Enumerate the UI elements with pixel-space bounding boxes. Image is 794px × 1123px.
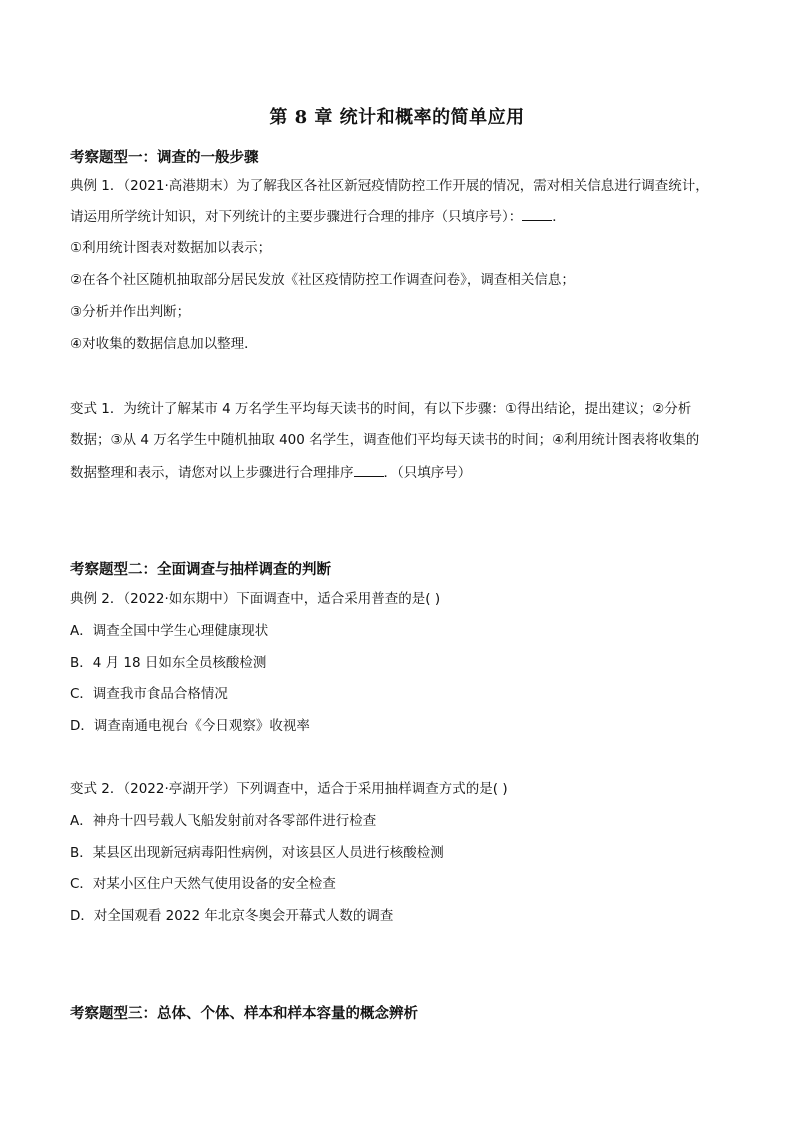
answer-blank[interactable] xyxy=(354,464,384,477)
example-2-option-a: A．调查全国中学生心理健康现状 xyxy=(70,623,269,639)
example-1-option: ④对收集的数据信息加以整理． xyxy=(70,336,258,352)
variant-2-option-c: C．对某小区住户天然气使用设备的安全检查 xyxy=(70,876,336,892)
example-2-stem: 典例 2．（2022·如东期中）下面调查中，适合采用普查的是( ) xyxy=(70,591,441,607)
page-title: 第 8 章 统计和概率的简单应用 xyxy=(269,107,525,128)
variant-2-stem: 变式 2．（2022·亭湖开学）下列调查中，适合于采用抽样调查方式的是( ) xyxy=(70,781,508,797)
variant-1-line-3 xyxy=(70,464,471,481)
example-1-line-2 xyxy=(70,208,566,225)
example-1-line-2-text: 请运用所学统计知识，对下列统计的主要步骤进行合理的排序（只填序号）： xyxy=(70,209,523,225)
variant-1-line-3-end: ．（只填序号） xyxy=(383,465,472,481)
variant-2-option-b: B．某县区出现新冠病毒阳性病例，对该县区人员进行核酸检测 xyxy=(70,845,444,861)
example-2-option-d: D．调查南通电视台《今日观察》收视率 xyxy=(70,718,310,734)
variant-1-line-2: 数据；③从 4 万名学生中随机抽取 400 名学生，调查他们平均每天读书的时间；④利用统计图表将收集的 xyxy=(70,432,700,448)
example-2-option-c: C．调查我市食品合格情况 xyxy=(70,686,228,702)
section-heading-1: 考察题型一：调查的一般步骤 xyxy=(70,150,259,166)
example-1-line-2-end: ． xyxy=(552,209,566,225)
variant-2-option-d: D．对全国观看 2022 年北京冬奥会开幕式人数的调查 xyxy=(70,908,394,924)
example-2-option-b: B．4 月 18 日如东全员核酸检测 xyxy=(70,655,267,671)
section-heading-2: 考察题型二：全面调查与抽样调查的判断 xyxy=(70,562,331,578)
example-1-option: ③分析并作出判断； xyxy=(70,304,191,320)
variant-2-option-a: A．神舟十四号载人飞船发射前对各零部件进行检查 xyxy=(70,813,377,829)
answer-blank[interactable] xyxy=(522,208,552,221)
section-heading-3: 考察题型三：总体、个体、样本和样本容量的概念辨析 xyxy=(70,1006,418,1022)
variant-1-line-3-text: 数据整理和表示，请您对以上步骤进行合理排序 xyxy=(70,465,354,481)
example-1-line-1: 典例 1．（2021·高港期末）为了解我区各社区新冠疫情防控工作开展的情况，需对相关信息进行调查统计， xyxy=(70,178,709,194)
example-1-option: ②在各个社区随机抽取部分居民发放《社区疫情防控工作调查问卷》，调查相关信息； xyxy=(70,272,575,288)
example-1-option: ①利用统计图表对数据加以表示； xyxy=(70,240,272,256)
variant-1-line-1: 变式 1．为统计了解某市 4 万名学生平均每天读书的时间，有以下步骤：①得出结论，提出建议；②分析 xyxy=(70,401,692,417)
